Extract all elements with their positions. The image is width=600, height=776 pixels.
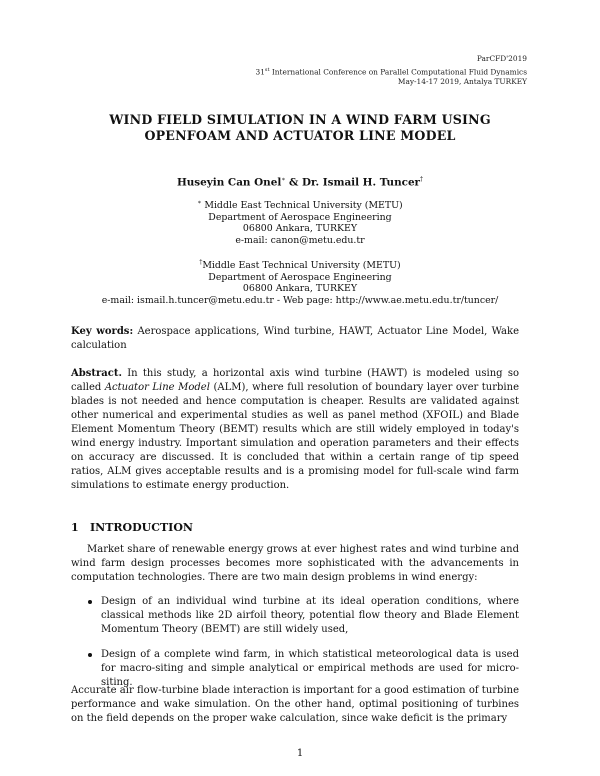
affiliation-1-email: e-mail: canon@metu.edu.tr [235,234,365,246]
affiliation-2-contact: e-mail: ismail.h.tuncer@metu.edu.tr - Web page: http://www.ae.metu.edu.tr/tuncer/ [101,294,499,306]
author-2: Dr. Ismail H. Tuncer [301,176,421,189]
affiliation-1-department: Department of Aerospace Engineering [208,211,392,223]
conference-name: International Conference on Parallel Computational Fluid Dynamics [269,66,527,76]
abstract-text-b: (ALM), where full resolution of boundary layer over turbine blades is not needed and hence computation is cheaper. Results are validated against other numerical and experimental studies as well as panel method (XFOIL) and Blade Element Momentum Theory (BEMT) results which are still widely employed in today's wind energy industry. Important simulation and operation parameters and their effects on accuracy are discussed. It is concluded that within a certain range of tip speed ratios, ALM gives acceptable results and is a promising model for full-scale wind farm simulations to estimate energy production. [71,382,519,491]
paper-title [60,112,540,144]
keywords [71,325,519,353]
affiliation-1 [60,197,540,246]
conference-full-name [256,65,528,78]
intro-paragraph-2: Accurate air flow-turbine blade interaction is important for a good estimation of turbine performance and wake simulation. On the other hand, optimal positioning of turbines on the field depends on the proper wake calculation, since wake deficit is the primary [71,685,519,724]
affiliation-1-university: Middle East Technical University (METU) [201,200,403,212]
abstract-text-a: In this study, a horizontal axis wind turbine (HAWT) is modeled using so called [71,368,519,393]
keywords-label: Key words: [71,326,134,337]
conference-short-name: ParCFD'2019 [476,54,527,63]
author-list [60,176,540,188]
conference-location: May-14-17 2019, Antalya TURKEY [397,77,527,87]
conference-ordinal: 31 [255,66,265,76]
bullet-icon [88,653,92,657]
abstract [71,367,519,493]
affiliation-2-address: 06800 Ankara, TURKEY [242,283,358,295]
affiliation-2-university: Middle East Technical University (METU) [202,260,401,272]
author-1: Huseyin Can Onel [176,176,282,189]
page-number: 1 [296,748,304,759]
affiliation-2-department: Department of Aerospace Engineering [208,271,392,283]
affiliation-2 [60,257,540,306]
conference-header [256,54,528,88]
list-item-text: Design of an individual wind turbine at its ideal operation conditions, where classical methods like 2D airfoil theory, potential flow theory and Blade Element Momentum Theory (BEMT) are still widely used, [101,596,519,635]
affiliation-1-mark: ∗ [197,199,202,206]
list-item-text: Design of a complete wind farm, in which statistical meteorological data is used for macro-siting and simple analytical or empirical methods are used for micro-siting. [101,649,519,688]
title-line-1: WIND FIELD SIMULATION IN A WIND FARM USING [109,112,491,127]
section-heading [71,521,193,534]
author-1-mark: ∗ [281,176,286,183]
author-2-mark: † [420,176,424,183]
affiliation-2-mark: † [199,259,203,266]
section-number: 1 [71,521,79,534]
author-separator: & [285,176,302,189]
title-line-2: OPENFOAM AND ACTUATOR LINE MODEL [144,128,456,143]
conference-ordinal-suffix: st [264,66,270,73]
intro-paragraph-1: Market share of renewable energy grows at ever highest rates and wind turbine and wind farm design processes becomes more sophisticated with the advancements in computation technologies. There are two main design problems in wind energy: [71,544,519,583]
section-title: INTRODUCTION [90,521,193,534]
abstract-italic-term: Actuator Line Model [104,382,210,393]
abstract-label: Abstract. [71,368,122,379]
bullet-icon [88,600,92,604]
keywords-text: Aerospace applications, Wind turbine, HAWT, Actuator Line Model, Wake calculation [71,326,519,351]
list-item [86,595,519,637]
affiliation-1-address: 06800 Ankara, TURKEY [242,223,358,235]
